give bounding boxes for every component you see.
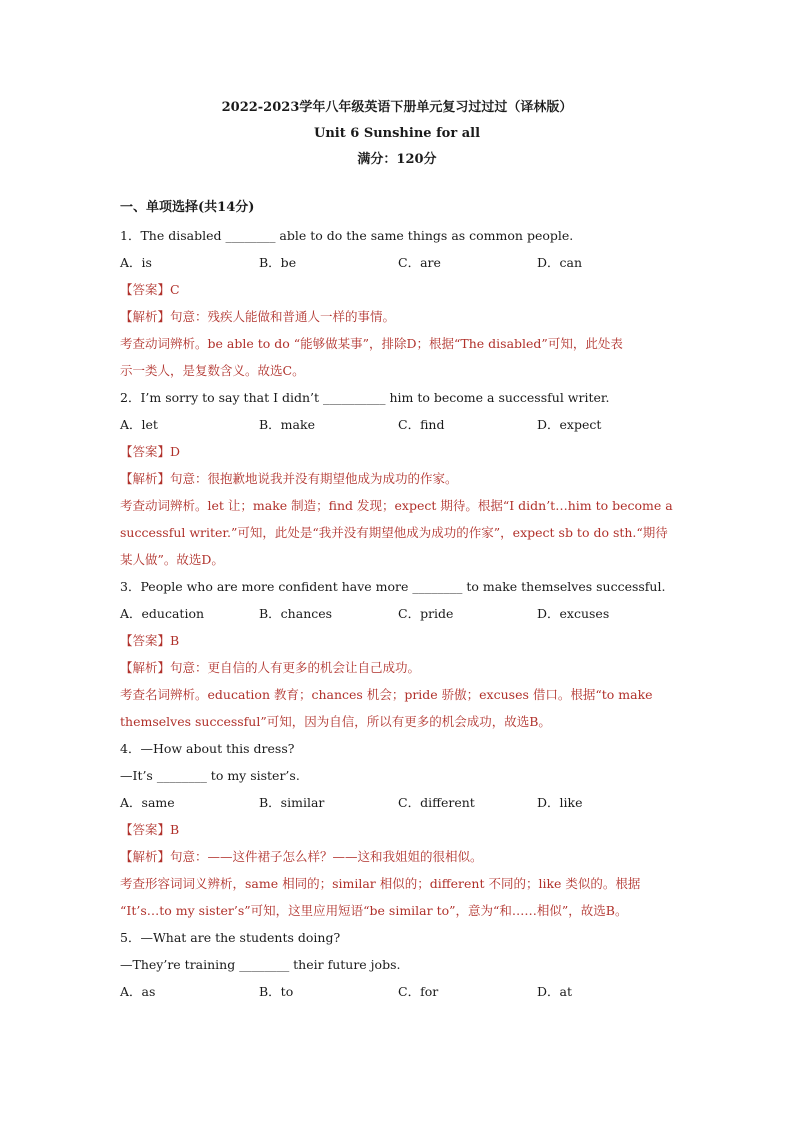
option-d: D．expect [537, 417, 602, 432]
answer-value: B [170, 633, 180, 648]
question-4-analysis [120, 847, 680, 874]
explanation-line: 示一类人，是复数含义。故选C。 [120, 363, 305, 378]
option-c: C．different [398, 795, 475, 810]
option-c: C．are [398, 255, 441, 270]
option-c: C．pride [398, 606, 454, 621]
answer-value: C [170, 282, 180, 297]
answer-value: D [170, 444, 181, 459]
question-3-analysis [120, 658, 680, 685]
option-b: B．to [259, 984, 294, 999]
option-a: A．as [120, 984, 156, 999]
analysis-tag: 【解析】 [120, 849, 171, 864]
answer-value: B [170, 822, 180, 837]
option-d: D．can [537, 255, 583, 270]
question-2-analysis [120, 469, 680, 496]
explanation-line: 考查动词辨析。be able to do “能够做某事”，排除D；根据“The disabled”可知，此处表 [120, 336, 623, 351]
explanation-line: 考查动词辨析。let 让；make 制造；find 发现；expect 期待。根据“I didn’t…him to become a [120, 498, 673, 513]
question-4-stem-line: —It’s ________ to my sister’s. [120, 768, 300, 783]
analysis-tag: 【解析】 [120, 309, 171, 324]
question-1-answer [120, 280, 680, 307]
explanation-line: “It’s…to my sister’s”可知，这里应用短语“be similar to”，意为“和……相似”，故选B。 [120, 903, 628, 918]
question-2-stem: 2．I’m sorry to say that I didn’t __________ him to become a successful writer. [120, 390, 610, 405]
document-header [0, 95, 794, 173]
question-4-stem-line: 4．—How about this dress? [120, 741, 295, 756]
option-b: B．similar [259, 795, 325, 810]
question-4-options [120, 793, 680, 820]
analysis-tag: 【解析】 [120, 660, 171, 675]
answer-tag: 【答案】 [120, 633, 171, 648]
option-d: D．excuses [537, 606, 610, 621]
explanation-line: successful writer.”可知，此处是“我并没有期望他成为成功的作家”，expect sb to do sth.“期待 [120, 525, 668, 540]
question-3-answer [120, 631, 680, 658]
translation: 句意：更自信的人有更多的机会让自己成功。 [170, 660, 421, 675]
question-5-options [120, 982, 680, 1009]
option-a: A．same [120, 795, 175, 810]
answer-tag: 【答案】 [120, 822, 171, 837]
question-4-answer [120, 820, 680, 847]
questions-body [120, 226, 680, 1009]
option-b: B．chances [259, 606, 333, 621]
option-a: A．is [120, 255, 152, 270]
explanation-line: themselves successful”可知，因为自信，所以有更多的机会成功，故选B。 [120, 714, 551, 729]
question-2-answer [120, 442, 680, 469]
answer-tag: 【答案】 [120, 282, 171, 297]
option-d: D．like [537, 795, 583, 810]
question-5-stem-line: —They’re training ________ their future jobs. [120, 957, 401, 972]
explanation-line: 考查名词辨析。education 教育；chances 机会；pride 骄傲；excuses 借口。根据“to make [120, 687, 653, 702]
option-c: C．find [398, 417, 445, 432]
question-5-stem-line: 5．—What are the students doing? [120, 930, 341, 945]
question-1-analysis [120, 307, 680, 334]
option-a: A．education [120, 606, 205, 621]
document-title: 2022-2023学年八年级英语下册单元复习过过过（译林版） [221, 100, 573, 115]
question-3-stem: 3．People who are more confident have more ________ to make themselves successful. [120, 579, 666, 594]
analysis-tag: 【解析】 [120, 471, 171, 486]
option-c: C．for [398, 984, 439, 999]
explanation-line: 某人做”。故选D。 [120, 552, 224, 567]
total-score: 满分：120分 [357, 152, 437, 167]
question-1-stem: 1．The disabled ________ able to do the same things as common people. [120, 228, 574, 243]
translation: 句意：残疾人能做和普通人一样的事情。 [170, 309, 396, 324]
document-subtitle: Unit 6 Sunshine for all [313, 126, 481, 141]
explanation-line: 考查形容词词义辨析，same 相同的；similar 相似的；different 不同的；like 类似的。根据 [120, 876, 641, 891]
section-title: 一、单项选择(共14分) [120, 200, 255, 215]
translation: 句意：——这件裙子怎么样？——这和我姐姐的很相似。 [170, 849, 483, 864]
option-a: A．let [120, 417, 158, 432]
answer-tag: 【答案】 [120, 444, 171, 459]
question-3-options [120, 604, 680, 631]
question-2-options [120, 415, 680, 442]
option-b: B．be [259, 255, 297, 270]
question-1-options [120, 253, 680, 280]
option-d: D．at [537, 984, 572, 999]
translation: 句意：很抱歉地说我并没有期望他成为成功的作家。 [170, 471, 458, 486]
option-b: B．make [259, 417, 315, 432]
